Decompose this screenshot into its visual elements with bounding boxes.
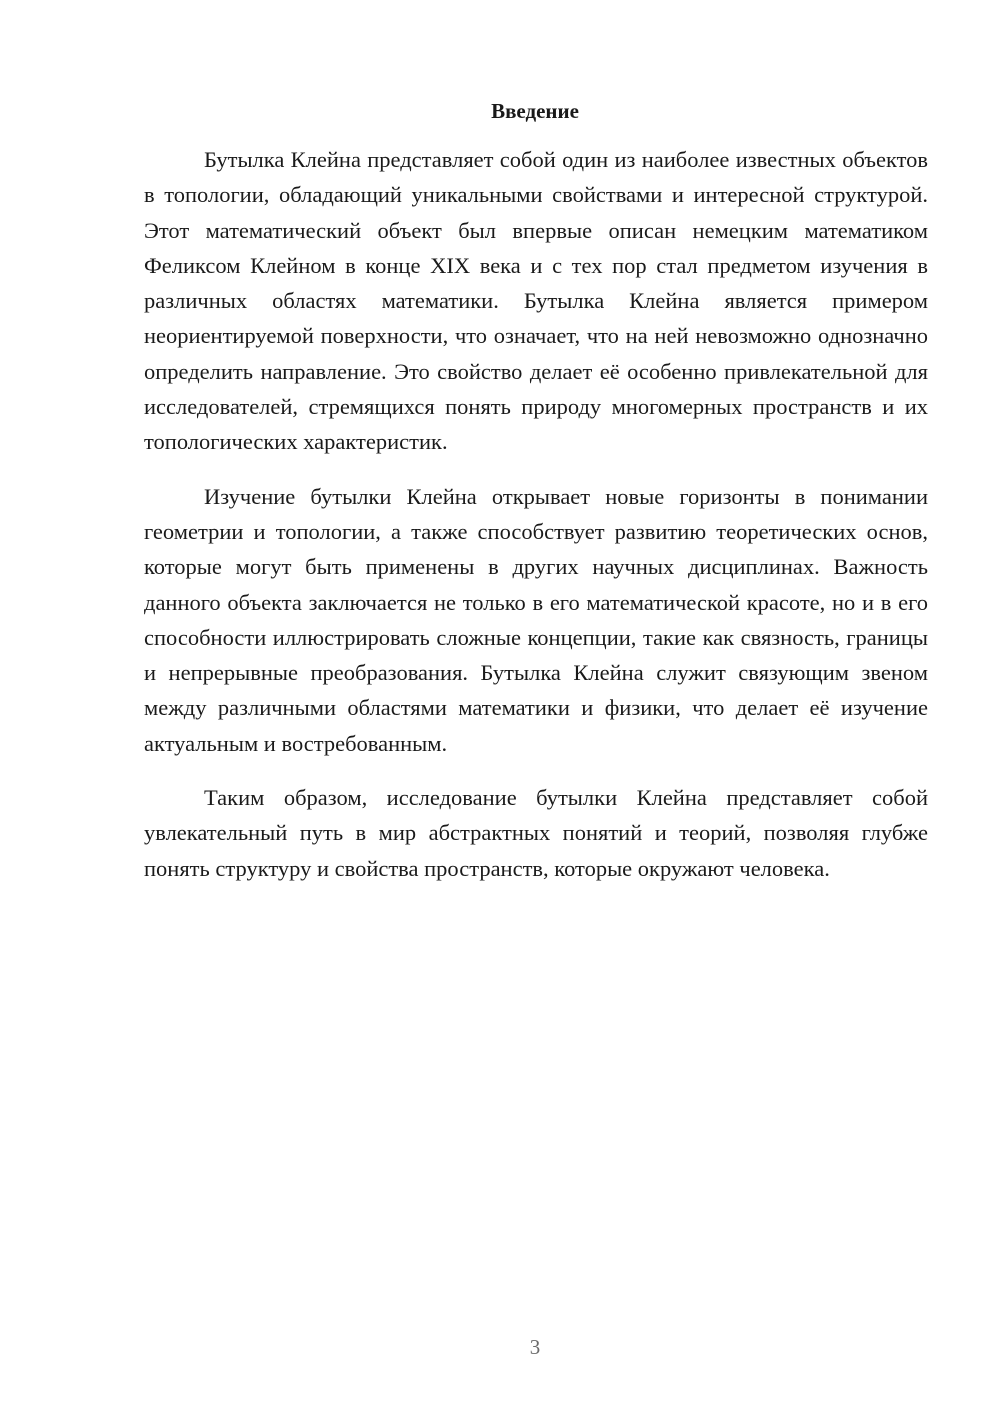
body-text [144, 142, 928, 886]
paragraph-3: Таким образом, исследование бутылки Клейна представляет собой увлекательный путь в мир абстрактных понятий и теорий, позволяя глубже понять структуру и свойства пространств, которые окружают человека. [144, 785, 928, 881]
page-number: 3 [529, 1335, 541, 1359]
paragraph-1: Бутылка Клейна представляет собой один из наиболее известных объектов в топологии, обладающий уникальными свойствами и интересной структурой. Этот математический объект был впервые описан немецким математиком Феликсом Клейном в конце XIX века и с тех пор стал предметом изучения в различных областях математики. Бутылка Клейна является примером неориентируемой поверхности, что означает, что на ней невозможно однозначно определить направление. Это свойство делает её особенно привлекательной для исследователей, стремящихся понять природу многомерных пространств и их топологических характеристик. [144, 147, 928, 455]
paragraph-2: Изучение бутылки Клейна открывает новые горизонты в понимании геометрии и топологии, а также способствует развитию теоретических основ, которые могут быть применены в других научных дисциплинах. Важность данного объекта заключается не только в его математической красоте, но и в его способности иллюстрировать сложные концепции, такие как связность, границы и непрерывные преобразования. Бутылка Клейна служит связующим звеном между различными областями математики и физики, что делает её изучение актуальным и востребованным. [144, 483, 928, 756]
section-heading: Введение [491, 99, 579, 123]
